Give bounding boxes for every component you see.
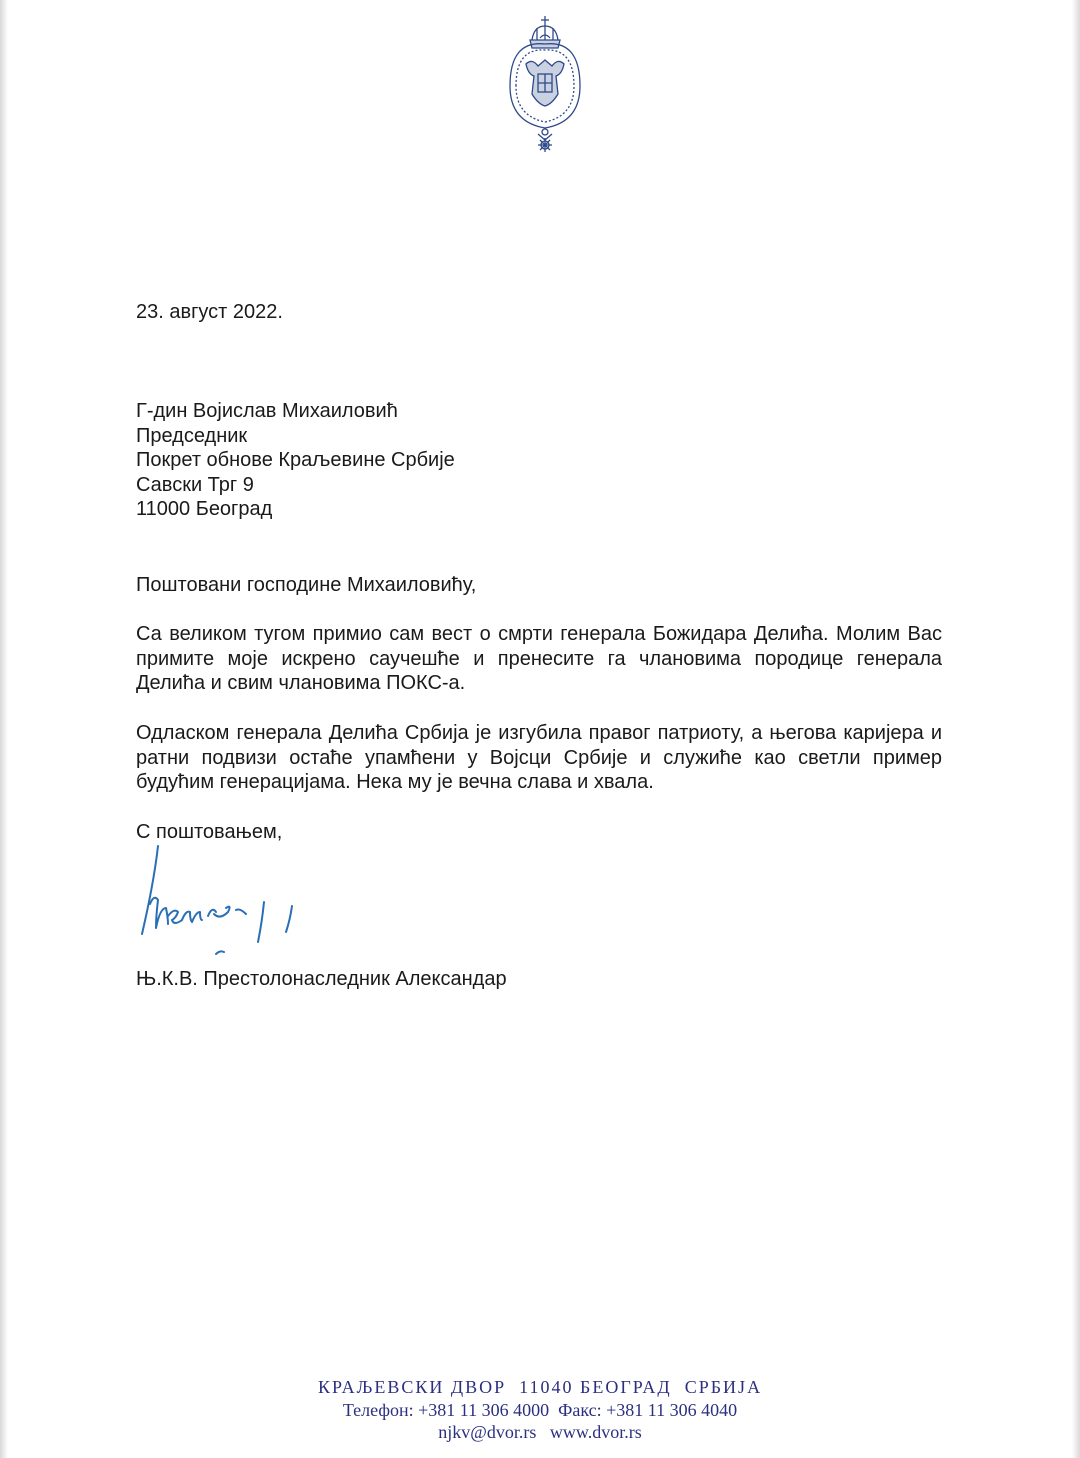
recipient-city: 11000 Београд	[136, 498, 273, 520]
recipient-street: Савски Трг 9	[136, 473, 254, 496]
recipient-organization: Покрет обнове Краљевине Србије	[136, 449, 455, 471]
footer-contacts: njkv@dvor.rs www.dvor.rs	[438, 1422, 642, 1442]
footer-address: КРАЉЕВСКИ ДВОР 11040 БЕОГРАД СРБИЈА	[317, 1377, 763, 1397]
body-paragraph-1: Са великом тугом примио сам вест о смрти генерала Божидара Делића. Молим Вас примите моје искрено саучешће и пренесите га члановима породице генерала Делића и свим члановима ПОКС-а.	[136, 623, 942, 694]
page-edge-right	[1072, 0, 1080, 1458]
royal-coat-of-arms-icon	[502, 14, 588, 154]
letter-date: 23. август 2022.	[136, 301, 283, 323]
handwritten-signature	[136, 842, 316, 967]
recipient-name: Г-дин Војислав Михаиловић	[136, 400, 398, 422]
body-paragraph-2: Одласком генерала Делића Србија је изгубила правог патриоту, а његова каријера и ратни подвизи остаће упамћени у Војсци Србије и служиће као светли пример будућим генерацијама. Нека му је вечна слава и хвала.	[136, 722, 942, 793]
closing: С поштовањем,	[136, 821, 283, 843]
recipient-address	[136, 399, 942, 522]
salutation: Поштовани господине Михаиловићу,	[136, 574, 477, 596]
signer-name: Њ.К.В. Престолонаследник Александар	[136, 968, 507, 990]
footer-phone-fax: Телефон: +381 11 306 4000 Факс: +381 11 306 4040	[342, 1400, 738, 1420]
recipient-title: Председник	[136, 424, 248, 447]
page-edge-left	[0, 0, 8, 1458]
